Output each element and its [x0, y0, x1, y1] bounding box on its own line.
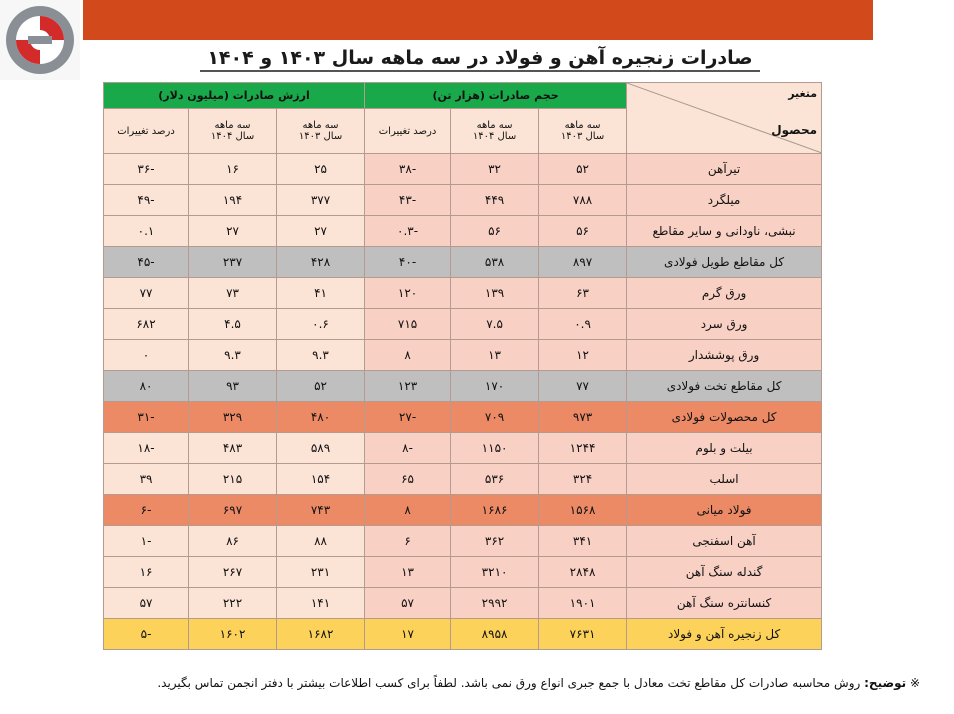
vol-1403-cell: ۰.۹ — [539, 309, 627, 340]
val-1403-cell: ۱۴۱ — [277, 588, 365, 619]
vol-1403-cell: ۶۳ — [539, 278, 627, 309]
val-change-cell: ۸۰ — [104, 371, 189, 402]
vol-1404-cell: ۳۲ — [451, 154, 539, 185]
product-name-cell: فولاد میانی — [627, 495, 822, 526]
vol-change-cell: ۵۷ — [365, 588, 451, 619]
val-change-cell: ۳۹ — [104, 464, 189, 495]
val-1404-cell: ۲۱۵ — [189, 464, 277, 495]
vol-1404-cell: ۱۶۸۶ — [451, 495, 539, 526]
export-table — [103, 82, 822, 650]
val-change-cell: ۱۶ — [104, 557, 189, 588]
vol-1404-cell: ۳۲۱۰ — [451, 557, 539, 588]
val-1404-cell: ۱۹۴ — [189, 185, 277, 216]
table-header-groups — [104, 83, 822, 109]
val-change-cell: -۶ — [104, 495, 189, 526]
vol-1403-cell: ۷۷ — [539, 371, 627, 402]
table-row — [104, 557, 822, 588]
val-1403-header: سه ماهه سال ۱۴۰۳ — [277, 109, 365, 154]
product-name-cell: کل زنجیره آهن و فولاد — [627, 619, 822, 650]
vol-1403-cell: ۲۸۴۸ — [539, 557, 627, 588]
val-1404-cell: ۱۶۰۲ — [189, 619, 277, 650]
val-1403-cell: ۲۳۱ — [277, 557, 365, 588]
product-name-cell: کنسانتره سنگ آهن — [627, 588, 822, 619]
association-logo — [0, 0, 80, 80]
vol-1404-cell: ۷.۵ — [451, 309, 539, 340]
table-row — [104, 526, 822, 557]
product-name-cell: کل مقاطع طویل فولادی — [627, 247, 822, 278]
footnote-symbol: ※ — [909, 676, 920, 690]
vol-change-cell: ۱۲۳ — [365, 371, 451, 402]
table-row — [104, 309, 822, 340]
product-name-cell: ورق گرم — [627, 278, 822, 309]
vol-1403-cell: ۱۵۶۸ — [539, 495, 627, 526]
product-name-cell: بیلت و بلوم — [627, 433, 822, 464]
product-name-cell: گندله سنگ آهن — [627, 557, 822, 588]
vol-change-cell: ۸ — [365, 340, 451, 371]
product-name-cell: کل مقاطع تخت فولادی — [627, 371, 822, 402]
table-row — [104, 464, 822, 495]
page-title: صادرات زنجیره آهن و فولاد در سه ماهه سال ۱۴۰۳ و ۱۴۰۴ — [207, 47, 753, 69]
table-row — [104, 588, 822, 619]
val-1403-cell: ۵۲ — [277, 371, 365, 402]
product-name-cell: ورق سرد — [627, 309, 822, 340]
val-1404-header: سه ماهه سال ۱۴۰۴ — [189, 109, 277, 154]
product-name-cell: نبشی، ناودانی و سایر مقاطع — [627, 216, 822, 247]
val-1403-cell: ۱۶۸۲ — [277, 619, 365, 650]
vol-1403-cell: ۱۹۰۱ — [539, 588, 627, 619]
val-change-cell: -۴۵ — [104, 247, 189, 278]
val-1403-cell: ۲۵ — [277, 154, 365, 185]
val-change-cell: -۱ — [104, 526, 189, 557]
val-1404-cell: ۹۳ — [189, 371, 277, 402]
table-row — [104, 433, 822, 464]
val-1404-cell: ۶۹۷ — [189, 495, 277, 526]
table-row — [104, 278, 822, 309]
vol-1403-cell: ۳۴۱ — [539, 526, 627, 557]
vol-1403-cell: ۸۹۷ — [539, 247, 627, 278]
val-1404-cell: ۸۶ — [189, 526, 277, 557]
product-name-cell: ورق پوششدار — [627, 340, 822, 371]
val-1403-cell: ۰.۶ — [277, 309, 365, 340]
vol-1403-cell: ۳۲۴ — [539, 464, 627, 495]
footnote — [40, 672, 920, 694]
val-1404-cell: ۴۸۳ — [189, 433, 277, 464]
value-group-header: ارزش صادرات (میلیون دلار) — [104, 83, 365, 109]
val-change-header: درصد تغییرات — [104, 109, 189, 154]
table-row — [104, 185, 822, 216]
volume-group-header: حجم صادرات (هزار تن) — [365, 83, 627, 109]
val-1404-cell: ۲۷ — [189, 216, 277, 247]
vol-1403-cell: ۵۲ — [539, 154, 627, 185]
val-1404-cell: ۹.۳ — [189, 340, 277, 371]
vol-1404-cell: ۷۰۹ — [451, 402, 539, 433]
vol-1403-cell: ۱۲ — [539, 340, 627, 371]
vol-1404-cell: ۸۹۵۸ — [451, 619, 539, 650]
footnote-text: روش محاسبه صادرات کل مقاطع تخت معادل با جمع جبری انواع ورق نمی باشد. لطفاً برای کسب اطلاعات بیشتر با دفتر انجمن تماس بگیرید. — [157, 676, 861, 690]
val-1404-cell: ۲۳۷ — [189, 247, 277, 278]
vol-change-cell: ۱۲۰ — [365, 278, 451, 309]
vol-change-cell: -۴۳ — [365, 185, 451, 216]
val-1403-cell: ۴۲۸ — [277, 247, 365, 278]
val-1404-cell: ۳۲۹ — [189, 402, 277, 433]
vol-1404-cell: ۱۱۵۰ — [451, 433, 539, 464]
val-1404-cell: ۴.۵ — [189, 309, 277, 340]
vol-change-cell: ۶ — [365, 526, 451, 557]
val-1403-cell: ۸۸ — [277, 526, 365, 557]
product-label: محصول — [771, 123, 818, 137]
footnote-label: توضیح: — [864, 676, 907, 690]
val-1403-cell: ۴۱ — [277, 278, 365, 309]
vol-change-cell: -۴۰ — [365, 247, 451, 278]
variable-label: متغیر — [788, 87, 818, 100]
vol-1404-cell: ۳۶۲ — [451, 526, 539, 557]
val-1404-cell: ۷۳ — [189, 278, 277, 309]
product-name-cell: کل محصولات فولادی — [627, 402, 822, 433]
val-1403-cell: ۷۴۳ — [277, 495, 365, 526]
val-1403-cell: ۳۷۷ — [277, 185, 365, 216]
vol-1404-cell: ۴۴۹ — [451, 185, 539, 216]
val-1404-cell: ۲۶۷ — [189, 557, 277, 588]
table-row — [104, 402, 822, 433]
vol-change-cell: -۲۷ — [365, 402, 451, 433]
vol-1404-cell: ۱۷۰ — [451, 371, 539, 402]
vol-1404-cell: ۵۳۸ — [451, 247, 539, 278]
table-row — [104, 154, 822, 185]
vol-1404-cell: ۵۶ — [451, 216, 539, 247]
vol-change-cell: ۱۳ — [365, 557, 451, 588]
vol-1404-cell: ۲۹۹۲ — [451, 588, 539, 619]
header-corner-cell — [627, 83, 822, 154]
vol-1404-cell: ۱۳ — [451, 340, 539, 371]
val-1404-cell: ۲۲۲ — [189, 588, 277, 619]
vol-1403-cell: ۱۲۴۴ — [539, 433, 627, 464]
vol-1404-cell: ۵۳۶ — [451, 464, 539, 495]
vol-change-cell: ۷۱۵ — [365, 309, 451, 340]
val-change-cell: -۱۸ — [104, 433, 189, 464]
val-1403-cell: ۱۵۴ — [277, 464, 365, 495]
val-change-cell: -۳۶ — [104, 154, 189, 185]
table-row — [104, 216, 822, 247]
table-row — [104, 247, 822, 278]
table-row — [104, 340, 822, 371]
logo-emblem-icon — [0, 0, 80, 80]
table-row — [104, 619, 822, 650]
vol-1404-header: سه ماهه سال ۱۴۰۴ — [451, 109, 539, 154]
val-1404-cell: ۱۶ — [189, 154, 277, 185]
vol-change-cell: -۰.۳ — [365, 216, 451, 247]
val-change-cell: ۰ — [104, 340, 189, 371]
product-name-cell: آهن اسفنجی — [627, 526, 822, 557]
vol-1403-cell: ۵۶ — [539, 216, 627, 247]
val-1403-cell: ۲۷ — [277, 216, 365, 247]
vol-1403-header: سه ماهه سال ۱۴۰۳ — [539, 109, 627, 154]
table-row — [104, 495, 822, 526]
val-change-cell: -۵ — [104, 619, 189, 650]
vol-change-cell: -۳۸ — [365, 154, 451, 185]
vol-1404-cell: ۱۳۹ — [451, 278, 539, 309]
val-change-cell: ۷۷ — [104, 278, 189, 309]
val-change-cell: ۶۸۲ — [104, 309, 189, 340]
val-change-cell: -۳۱ — [104, 402, 189, 433]
vol-change-header: درصد تغییرات — [365, 109, 451, 154]
product-name-cell: اسلب — [627, 464, 822, 495]
table-row — [104, 371, 822, 402]
vol-change-cell: ۱۷ — [365, 619, 451, 650]
vol-1403-cell: ۹۷۳ — [539, 402, 627, 433]
val-change-cell: ۵۷ — [104, 588, 189, 619]
vol-change-cell: ۸ — [365, 495, 451, 526]
vol-1403-cell: ۷۸۸ — [539, 185, 627, 216]
title-underline — [200, 70, 760, 72]
val-1403-cell: ۹.۳ — [277, 340, 365, 371]
val-change-cell: -۴۹ — [104, 185, 189, 216]
product-name-cell: تیرآهن — [627, 154, 822, 185]
val-change-cell: ۰.۱ — [104, 216, 189, 247]
vol-change-cell: ۶۵ — [365, 464, 451, 495]
product-name-cell: میلگرد — [627, 185, 822, 216]
vol-change-cell: -۸ — [365, 433, 451, 464]
header-accent-bar — [83, 0, 873, 40]
val-1403-cell: ۴۸۰ — [277, 402, 365, 433]
vol-1403-cell: ۷۶۳۱ — [539, 619, 627, 650]
val-1403-cell: ۵۸۹ — [277, 433, 365, 464]
